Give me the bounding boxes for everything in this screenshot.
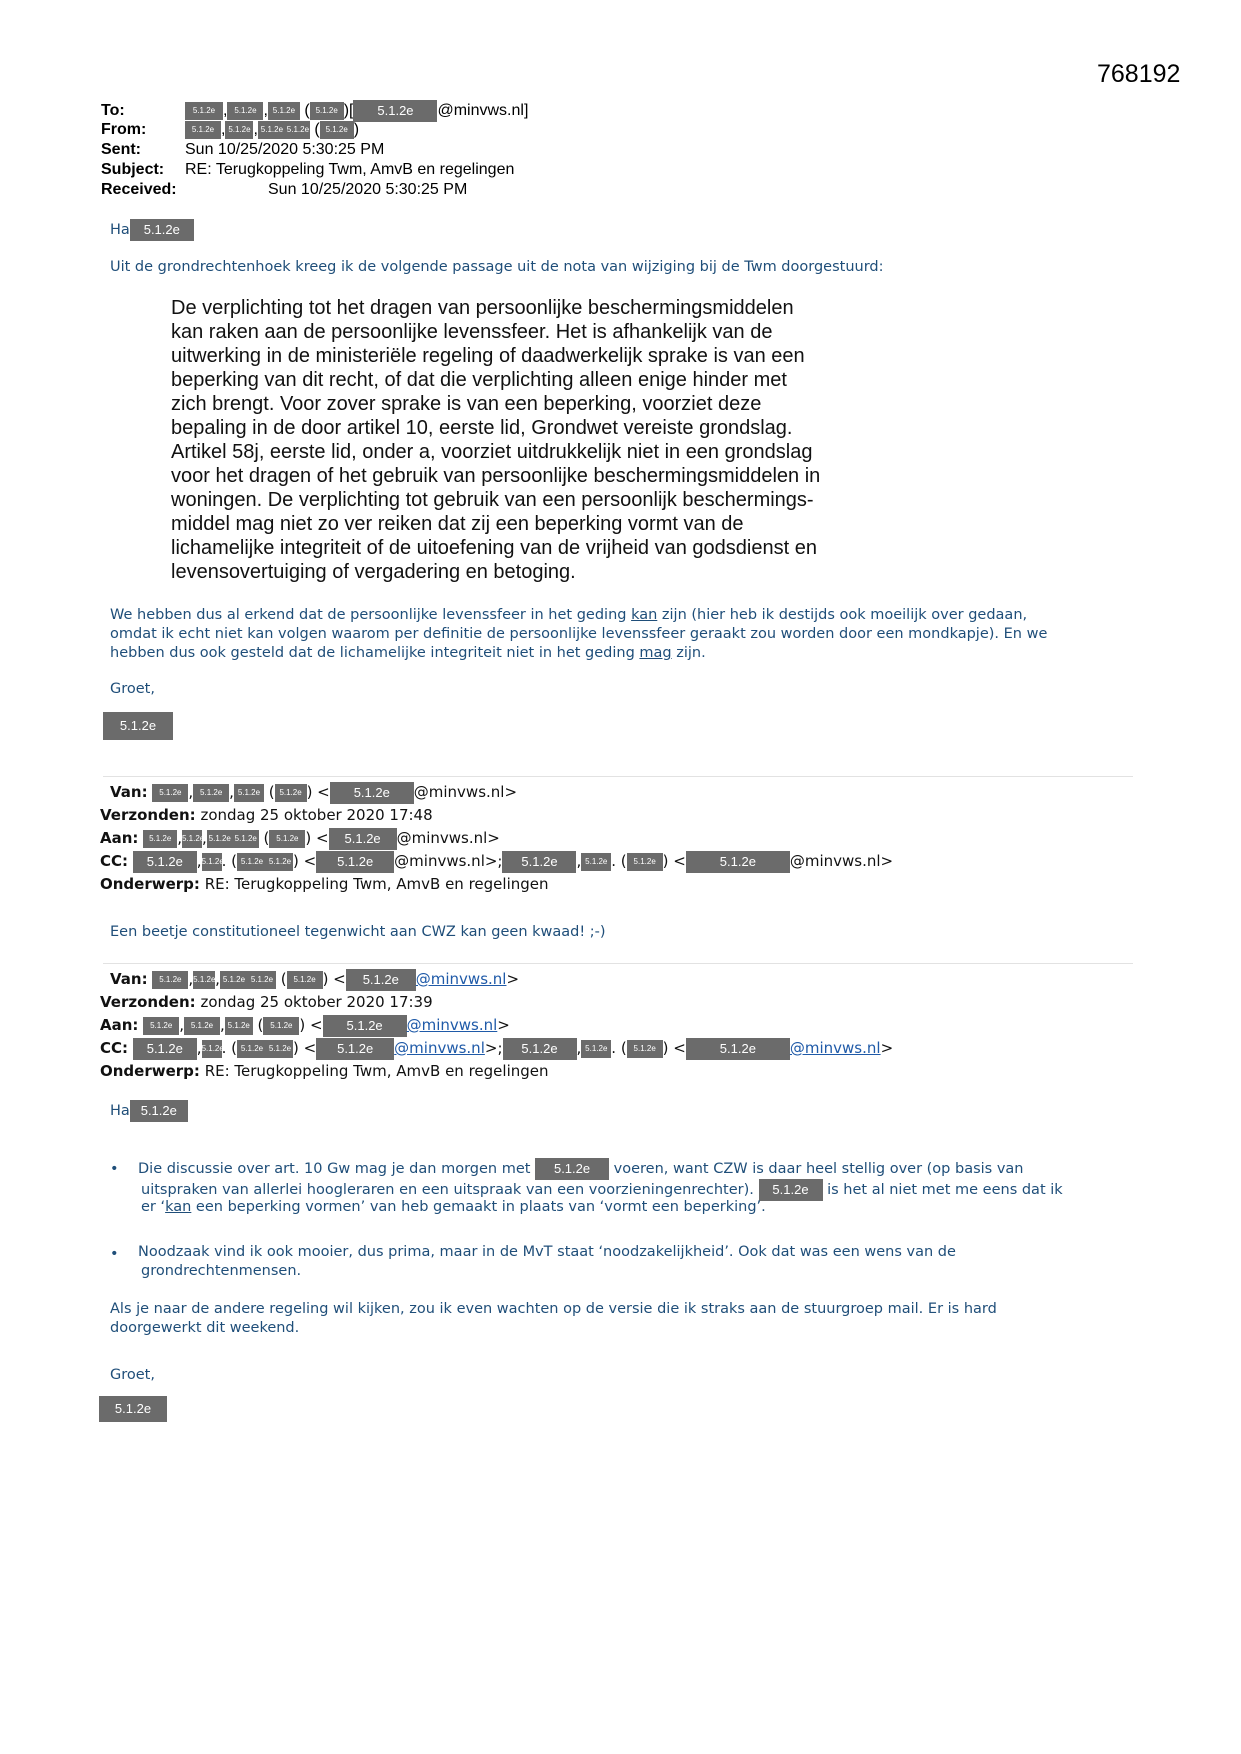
onderwerp-label: Onderwerp: — [100, 875, 200, 893]
msg3-closing: Groet, — [110, 1367, 155, 1383]
redaction: 5.1.2e — [130, 1100, 188, 1122]
paragraph-1 — [110, 606, 1047, 663]
redaction: 5.1.2e — [316, 1038, 394, 1060]
email: @minvws.nl> — [789, 852, 894, 870]
onderwerp-value: RE: Terugkoppeling Twm, AmvB en regelingen — [204, 1062, 549, 1080]
quote-line: lichamelijke integriteit of de uitoefening van de vrijheid van godsdienst en — [171, 537, 817, 559]
redaction: 5.1.2e — [627, 853, 663, 871]
signature — [103, 712, 173, 740]
document-id: 768192 — [1097, 60, 1181, 88]
header-received — [101, 180, 467, 200]
redaction: 5.1.2e — [287, 971, 323, 989]
email: @minvws.nl>; — [394, 852, 503, 870]
email-link[interactable]: @minvws.nl — [415, 970, 507, 988]
paragraph-line: Als je naar de andere regeling wil kijken, zou ik even wachten op de versie die ik straks aan de stuurgroep mail. Er is hard — [110, 1301, 997, 1317]
redaction: 5.1.2e — [99, 1396, 167, 1422]
verzonden-label: Verzonden: — [100, 993, 196, 1011]
bullet-line — [138, 1158, 1023, 1180]
sent-label: Sent: — [101, 141, 141, 158]
quote-line: woningen. De verplichting tot gebruik van een persoonlijk beschermings- — [171, 489, 814, 511]
from-label: From: — [101, 121, 147, 138]
bullet-line — [141, 1198, 766, 1217]
redaction: 5.1.2e — [185, 102, 223, 120]
redaction: 5.1.2e — [320, 121, 354, 139]
redaction: 5.1.2e — [207, 830, 233, 848]
msg2-van: Van: 5.1.2e , 5.1.2e , 5.1.2e ( 5.1.2e ) < 5.1.2e @minvws.nl> — [110, 781, 517, 804]
paragraph-line: omdat ik echt niet kan volgen waarom per definitie de persoonlijke levenssfeer geraakt zou worden door een mondkapje). En we — [110, 626, 1048, 642]
paragraph-line: doorgewerkt dit weekend. — [110, 1320, 300, 1336]
redaction: 5.1.2e — [227, 102, 263, 120]
underlined-word: kan — [165, 1199, 192, 1215]
msg3-paragraph — [110, 1300, 997, 1338]
redaction: 5.1.2e — [269, 830, 305, 848]
quote-line: Artikel 58j, eerste lid, onder a, voorziet uitdrukkelijk niet in een grondslag — [171, 441, 813, 463]
greeting-text: Ha — [110, 222, 130, 238]
redaction: 5.1.2e — [248, 971, 276, 989]
redaction: 5.1.2e — [193, 784, 229, 802]
text: zijn (hier heb ik destijds ook moeilijk over gedaan, — [657, 607, 1028, 623]
closing: Groet, — [110, 681, 155, 697]
text: een beperking vormen’ van heb gemaakt in plaats van ‘vormt een beperking’. — [191, 1199, 766, 1215]
msg2-onderwerp — [100, 873, 549, 896]
bullet-icon: • — [110, 1246, 119, 1262]
greeting — [110, 219, 194, 241]
redaction: 5.1.2e — [310, 102, 344, 120]
quote-line: middel mag niet zo ver reiken dat zij een beperking vormt van de — [171, 513, 744, 535]
to-label: To: — [101, 102, 125, 120]
received-value: Sun 10/25/2020 5:30:25 PM — [268, 181, 468, 198]
redaction: 5.1.2e — [225, 121, 253, 139]
msg3-signature — [99, 1396, 167, 1422]
header-subject — [101, 160, 514, 180]
msg3-van: Van: 5.1.2e ,5.1.2e, 5.1.2e 5.1.2e ( 5.1.2e ) < 5.1.2e @minvws.nl> — [110, 968, 519, 991]
msg3-greeting — [110, 1100, 188, 1122]
verzonden-label: Verzonden: — [100, 806, 196, 824]
text: zijn. — [671, 645, 706, 661]
redaction: 5.1.2e — [225, 1017, 253, 1035]
underlined-word: kan — [631, 607, 658, 623]
onderwerp-label: Onderwerp: — [100, 1062, 200, 1080]
header-sent — [101, 140, 384, 160]
text: voeren, want CZW is daar heel stellig over (op basis van — [613, 1161, 1024, 1177]
redaction: 5.1.2e — [133, 851, 197, 873]
redaction: 5.1.2e — [133, 1038, 197, 1060]
quote-line: zich brengt. Voor zover sprake is van een beperking, voorziet deze — [171, 393, 762, 415]
msg3-verzonden — [100, 991, 433, 1014]
redaction: 5.1.2e — [330, 782, 414, 804]
redaction: 5.1.2e — [152, 971, 188, 989]
redaction: 5.1.2e — [234, 784, 264, 802]
divider — [103, 963, 1133, 964]
redaction: 5.1.2e — [182, 830, 202, 848]
msg2-verzonden — [100, 804, 433, 827]
redaction: 5.1.2e — [581, 1040, 611, 1058]
email-link[interactable]: @minvws.nl — [406, 1016, 498, 1034]
redaction: 5.1.2e — [627, 1040, 663, 1058]
redaction: 5.1.2e — [103, 712, 173, 740]
redaction: 5.1.2e — [237, 853, 267, 871]
redaction: 5.1.2e — [581, 853, 611, 871]
redaction: 5.1.2e — [759, 1179, 823, 1201]
quote-line: voor het dragen of het gebruik van persoonlijke beschermingsmiddelen in — [171, 465, 821, 487]
verzonden-value: zondag 25 oktober 2020 17:48 — [200, 806, 433, 824]
underlined-word: mag — [639, 645, 672, 661]
redaction: 5.1.2e — [686, 1038, 790, 1060]
msg2-body: Een beetje constitutioneel tegenwicht aan CWZ kan geen kwaad! ;-) — [110, 924, 606, 940]
subject-value: RE: Terugkoppeling Twm, AmvB en regelingen — [185, 161, 515, 178]
redaction: 5.1.2e — [233, 830, 259, 848]
quote-line: beperking van dit recht, of dat die verplichting alleen enige hinder met — [171, 369, 787, 391]
redaction: 5.1.2e — [268, 102, 300, 120]
onderwerp-value: RE: Terugkoppeling Twm, AmvB en regelingen — [204, 875, 549, 893]
paragraph-line — [110, 606, 1047, 625]
bullet-line: grondrechtenmensen. — [141, 1263, 302, 1279]
bullet-line: Noodzaak vind ik ook mooier, dus prima, maar in de MvT staat ‘noodzakelijkheid’. Ook dat was een wens van de — [138, 1244, 956, 1260]
redaction: 5.1.2e — [275, 784, 307, 802]
quote-line: De verplichting tot het dragen van persoonlijke beschermingsmiddelen — [171, 297, 794, 319]
redaction: 5.1.2e — [130, 219, 194, 241]
quote-line: kan raken aan de persoonlijke levenssfeer. Het is afhankelijk van de — [171, 321, 773, 343]
text: We hebben dus al erkend dat de persoonlijke levenssfeer in het geding — [110, 607, 632, 623]
msg2-aan: Aan: 5.1.2e ,5.1.2e, 5.1.2e 5.1.2e ( 5.1.2e ) < 5.1.2e @minvws.nl> — [100, 827, 500, 850]
van-label: Van: — [110, 970, 148, 988]
redaction: 5.1.2e — [346, 969, 416, 991]
text: Die discussie over art. 10 Gw mag je dan morgen met — [138, 1161, 531, 1177]
text: is het al niet met me eens dat ik — [827, 1182, 1063, 1198]
aan-label: Aan: — [100, 829, 139, 847]
verzonden-value: zondag 25 oktober 2020 17:39 — [200, 993, 433, 1011]
email: @minvws.nl> — [413, 783, 518, 801]
header-to: To: 5.1.2e , 5.1.2e , 5.1.2e ( 5.1.2e )[ 5.1.2e @minvws.nl] — [101, 100, 528, 122]
redaction: 5.1.2e — [323, 1015, 407, 1037]
redaction: 5.1.2e — [202, 853, 222, 871]
bullet-icon: • — [110, 1161, 119, 1177]
to-email: @minvws.nl] — [437, 102, 529, 120]
sent-value: Sun 10/25/2020 5:30:25 PM — [185, 141, 385, 158]
quoted-passage — [171, 296, 820, 584]
van-label: Van: — [110, 783, 148, 801]
text: hebben dus ook gesteld dat de lichamelijke integriteit niet in het geding — [110, 645, 640, 661]
redaction: 5.1.2e — [686, 851, 790, 873]
header-from: From: 5.1.2e , 5.1.2e , 5.1.2e 5.1.2e ( 5.1.2e ) — [101, 121, 360, 138]
redaction: 5.1.2e — [143, 830, 177, 848]
email-link[interactable]: @minvws.nl — [394, 1039, 485, 1057]
quote-line: bepaling in de door artikel 10, eerste lid, Grondwet vereiste grondslag. — [171, 417, 793, 439]
cc-label: CC: — [100, 852, 129, 870]
msg3-onderwerp — [100, 1060, 549, 1083]
redaction: 5.1.2e — [220, 971, 248, 989]
redaction: 5.1.2e — [193, 971, 215, 989]
msg3-aan: Aan: 5.1.2e , 5.1.2e , 5.1.2e ( 5.1.2e ) < 5.1.2e @minvws.nl> — [100, 1014, 510, 1037]
redaction: 5.1.2e — [143, 1017, 179, 1035]
email-link[interactable]: @minvws.nl — [789, 1039, 881, 1057]
email: @minvws.nl> — [396, 829, 500, 847]
paragraph-line — [110, 644, 1047, 663]
redaction: 5.1.2e — [185, 121, 221, 139]
quote-line: uitwerking in de ministeriële regeling of daadwerkelijk sprake is van een — [171, 345, 805, 367]
msg3-cc: CC: 5.1.2e ,5.1.2e. ( 5.1.2e 5.1.2e ) < 5.1.2e @minvws.nl>; 5.1.2e , 5.1.2e . ( 5.1.2e ) < 5.1.2e @minvws.nl> — [100, 1037, 893, 1060]
redaction: 5.1.2e — [535, 1158, 609, 1180]
greeting-text: Ha — [110, 1103, 130, 1119]
intro-text: Uit de grondrechtenhoek kreeg ik de volgende passage uit de nota van wijziging bij de Twm doorgestuurd: — [110, 259, 884, 275]
redaction: 5.1.2e — [258, 121, 286, 139]
redaction: 5.1.2e — [267, 853, 293, 871]
subject-label: Subject: — [101, 161, 165, 178]
redaction: 5.1.2e — [184, 1017, 220, 1035]
redaction: 5.1.2e — [263, 1017, 299, 1035]
redaction: 5.1.2e — [202, 1040, 222, 1058]
redaction: 5.1.2e — [503, 1038, 577, 1060]
redaction: 5.1.2e — [353, 100, 437, 122]
redaction: 5.1.2e — [502, 851, 576, 873]
redaction: 5.1.2e — [316, 851, 394, 873]
bullet-2 — [110, 1243, 1140, 1283]
redaction: 5.1.2e — [286, 121, 310, 139]
redaction: 5.1.2e — [329, 828, 397, 850]
text: uitspraken van allerlei hoogleraren en een uitspraak van een voorzieningenrechter). — [141, 1182, 754, 1198]
redaction: 5.1.2e — [267, 1040, 293, 1058]
bullet-1 — [110, 1158, 1140, 1222]
received-label: Received: — [101, 181, 177, 198]
redaction: 5.1.2e — [152, 784, 188, 802]
cc-label: CC: — [100, 1039, 129, 1057]
quote-line: levensovertuiging of vergadering en betoging. — [171, 561, 576, 583]
msg2-cc: CC: 5.1.2e ,5.1.2e. ( 5.1.2e 5.1.2e ) < 5.1.2e @minvws.nl>; 5.1.2e , 5.1.2e . ( 5.1.2e ) < 5.1.2e @minvws.nl> — [100, 850, 893, 873]
redaction: 5.1.2e — [237, 1040, 267, 1058]
divider — [103, 776, 1133, 777]
text: er ‘ — [141, 1199, 166, 1215]
aan-label: Aan: — [100, 1016, 139, 1034]
